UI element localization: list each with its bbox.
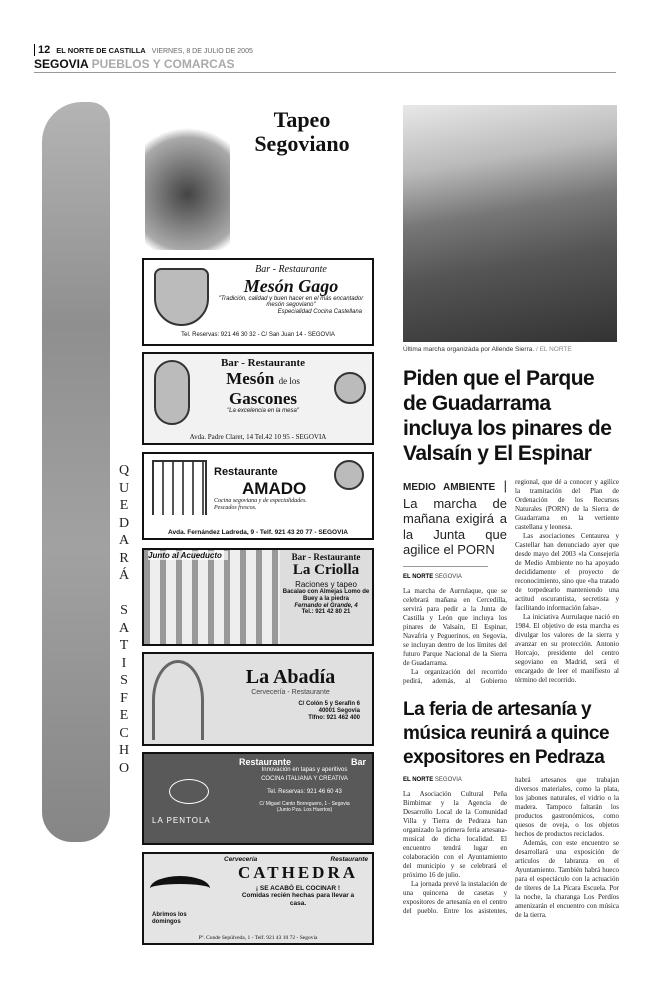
still-life-illustration <box>145 110 230 250</box>
vertical-slogan <box>114 462 134 777</box>
knight-emblem-icon <box>154 360 190 425</box>
slogan-letter: S <box>120 673 128 688</box>
byline-city: SEGOVIA <box>434 573 462 580</box>
ad-name: AMADO <box>242 478 307 498</box>
slogan-letter <box>114 585 134 603</box>
ad-slogan: ¡ SE ACABÓ EL COCINAR ! <box>255 885 341 893</box>
paragraph: La iniciativa Aurrulaque nació en 1984. El objetivo de esta marcha es divulgar los valores de la sierra y avanzar en su protección. Antonio Horcajo, presidente del centro segoviano en Madrid, será el encargado de leer el manifiesto al término del recorrido. <box>515 613 619 684</box>
paragraph: Las asociaciones Centaurea y Castellar han denunciado ayer que desde mayo del 2003 «la Consejería de Medio Ambiente no ha apoyado decididamente el proyecto de reconocimiento, sino que «ha tratado de torpedearlo manteniendo una actitud oscurantista, secretista y facilitando información falsa». <box>515 532 619 612</box>
ad-meson-gago <box>142 258 374 346</box>
ad-name: La Criolla <box>292 562 360 579</box>
ad-name: Mesón <box>226 368 275 388</box>
section-header <box>34 57 235 71</box>
paragraph: Además, con este encuentro se desarrollará una exposición de artículos de labranza en el Ayuntamiento. También habrá hueco para el espectáculo con la actuación de títeres de La Pícara Escuela. Por la noche, la charanga Los Perdíos amenizarán el encuentro con música de la tierra. <box>515 838 619 919</box>
slogan-letter: E <box>119 708 129 723</box>
byline-paper: EL NORTE <box>403 776 434 783</box>
ad-contact: Tel. Reservas: 921 46 30 32 - C/ San Juan 14 - SEGOVIA <box>181 332 335 339</box>
ad-amado <box>142 452 374 540</box>
ad-type: Cervecería - Restaurante <box>251 689 330 696</box>
ad-specialty: Bacalao con Almejas Lomo de Buey a la piedra <box>282 588 370 602</box>
article-kicker: MEDIO AMBIENTE <box>403 482 496 493</box>
gothic-arch-icon <box>152 660 204 740</box>
slogan-letter: O <box>118 760 130 776</box>
slogan-letter: Á <box>118 568 130 583</box>
ad-meson-gascones <box>142 352 374 445</box>
ad-name-2: Gascones <box>229 388 297 408</box>
ad-type: Bar - Restaurante <box>255 264 327 275</box>
article-headline: Piden que el Parque de Guadarrama incluya los pinares de Valsaín y El Espinar <box>403 367 612 465</box>
header-divider <box>34 72 616 73</box>
photo-caption <box>403 345 619 354</box>
aqueduct-logo-icon <box>152 460 207 515</box>
ad-name: CATHEDRA <box>237 863 359 883</box>
ad-address: C/ Colón 5 y Serafín 6 <box>298 701 360 708</box>
slogan-letter: C <box>119 725 129 741</box>
intro-text: La marcha de mañana exigirá a la Junta que agilice el PORN <box>403 495 507 557</box>
ad-name-mid: de los <box>278 375 300 386</box>
paragraph: La Asociación Cultural Peña Bimbimar y la Agencia de Desarrollo Local de la Comunidad Villa y Tierra de Pedraza han organizado la primera feria artesana-musical de dicha localidad. El encuentro tendrá lugar en colaboración con el Ayuntamiento del municipio y se celebrará el próximo 16 de julio. <box>403 789 507 879</box>
page-number: 12 <box>34 44 50 56</box>
decorative-illustration <box>42 102 110 842</box>
article-headline-2: La feria de artesanía y música reunirá a quince expositores en Pedraza <box>403 698 610 768</box>
slogan-letter: Q <box>118 463 130 478</box>
byline-paper: EL NORTE <box>403 573 434 580</box>
byline-city: SEGOVIA <box>434 776 462 783</box>
ad-address: C/ Miguel Canto Borreguero, 1 - Segovia <box>259 801 350 808</box>
ad-opening: Abrimos los domingos <box>152 912 187 925</box>
ad-description: Comidas recién hechas para llevar a casa. <box>241 892 355 907</box>
ad-la-abadia <box>142 652 374 746</box>
ad-contact: Avda. Fernández Ladreda, 9 - Telf. 921 43 20 77 - SEGOVIA <box>168 528 348 536</box>
ad-description: Raciones y tapeo <box>295 579 357 589</box>
byline-2 <box>403 776 507 784</box>
slogan-letter: H <box>118 743 130 758</box>
paragraph: La marcha de Aurrulaque, que se celebrará mañana en Cercedilla, servirá para pedir a la Junta de Castilla y León que incluya los pinares de Valsaín, El Espinar, Navafría y Peguerinos, en Segovia, se incluyan dentro de los límites del futuro Parque Nacional de la Sierra de Guadarrama. <box>403 586 507 667</box>
ad-type: Bar - Restaurante <box>291 552 361 562</box>
ad-phone: Tlfno: 921 462 400 <box>308 714 360 721</box>
section-name: SEGOVIA <box>34 57 89 71</box>
ad-name: Mesón Gago <box>243 275 339 296</box>
ad-type-2: Bar <box>350 757 366 767</box>
article-intro: MEDIO AMBIENTE | La marcha de mañana exigirá a la Junta que agilice el PORN <box>403 478 507 557</box>
paragraph: La jornada prevé la instalación de una quincena de casetas y expositores de artesanía en el centro del pueblo. Entre los asistentes, habrá artesanos que trabajan diversos materiales, como la plata, los jabones naturales, el vidrio o la madera. Tampoco faltarán los productos gastronómicos, como quesos de oveja, o los objetos hechos de productos reciclados. <box>403 775 619 915</box>
ad-description: Cocina segoviana y de especialidades. Pescados frescos. <box>214 498 307 512</box>
ad-contact: Pº. Conde Sepúlveda, 1 - Telf. 921 43 10 72 - Segovia <box>198 934 318 941</box>
article-body <box>403 478 619 686</box>
ad-phone: Tel.: 921 42 80 21 <box>301 609 351 616</box>
articles-column <box>403 345 619 920</box>
caption-text: Última marcha organizada por Allende Sierra. <box>403 346 535 353</box>
ad-type-2: Restaurante <box>330 856 368 863</box>
slogan-letter: I <box>121 655 127 671</box>
ad-tagline: Junto al Acueducto <box>148 551 228 560</box>
slogan-letter: T <box>119 638 129 653</box>
paragraph: La organización del recorrido pedirá, además, al Gobierno regional, que dé a conocer y agilice la tramitación del Plan de Ordenación de los Recursos Naturales (PORN) de la Sierra de Guadarrama en la vertiente castellana y leonesa. <box>403 478 619 685</box>
slogan-letter: E <box>119 498 129 513</box>
ad-cuisine: COCINA ITALIANA Y CREATIVA <box>261 776 348 783</box>
cathedra-logo-icon <box>150 876 210 901</box>
page-header <box>34 44 253 56</box>
ad-la-criolla <box>142 548 374 646</box>
slogan-letter: A <box>118 533 130 548</box>
seal-icon <box>334 372 366 404</box>
ad-type: Cervecería <box>224 856 258 863</box>
ad-city: 40001 Segovia <box>318 707 360 714</box>
ad-contact: Avda. Padre Claret, 14 Tel.42 10 95 - SEGOVIA <box>189 432 327 441</box>
subsection-name: PUEBLOS Y COMARCAS <box>91 57 235 71</box>
photo-credit: / EL NORTE <box>535 346 572 353</box>
ad-la-pentola <box>142 752 374 845</box>
ad-type: Bar - Restaurante <box>220 357 306 369</box>
ad-name: La Abadía <box>245 666 336 688</box>
ad-phone: Tel. Reservas: 921 46 60 43 <box>267 789 342 796</box>
ad-landmark: (Junto Pza. Los Huertos) <box>276 806 333 813</box>
slogan-letter: U <box>118 480 130 496</box>
ad-motto: "La excelencia en la mesa" <box>227 407 299 414</box>
ad-type: Restaurante <box>214 466 278 478</box>
slogan-letter: S <box>120 603 128 618</box>
intro-divider <box>403 566 488 567</box>
seal-icon <box>334 460 364 490</box>
slogan-letter: A <box>118 620 130 636</box>
article2-body <box>403 776 619 920</box>
ad-address: Fernando el Grande, 4 <box>294 602 358 609</box>
byline <box>403 573 507 581</box>
slogan-letter: F <box>120 690 128 706</box>
issue-date: VIERNES, 8 DE JULIO DE 2005 <box>151 48 253 55</box>
ad-cathedra <box>142 852 374 945</box>
pot-logo-icon <box>169 779 209 804</box>
ad-section-title: Tapeo Segoviano <box>254 107 350 156</box>
article-photo <box>403 105 617 342</box>
ad-name: LA PENTOLA <box>152 816 211 825</box>
slogan-letter: R <box>119 550 129 566</box>
newspaper-name: EL NORTE DE CASTILLA <box>56 46 146 55</box>
aqueduct-photo <box>144 550 280 646</box>
slogan-letter: D <box>118 515 130 531</box>
ad-motto: "Tradición, calidad y buen hacer en el más encantador mesón segoviano" <box>218 295 364 309</box>
coat-of-arms-icon <box>154 268 209 326</box>
ad-type: Restaurante <box>239 757 292 767</box>
ad-description: Innovación en tapas y aperitivos <box>261 767 348 774</box>
ad-specialty: Especialidad Cocina Castellana <box>277 309 362 316</box>
